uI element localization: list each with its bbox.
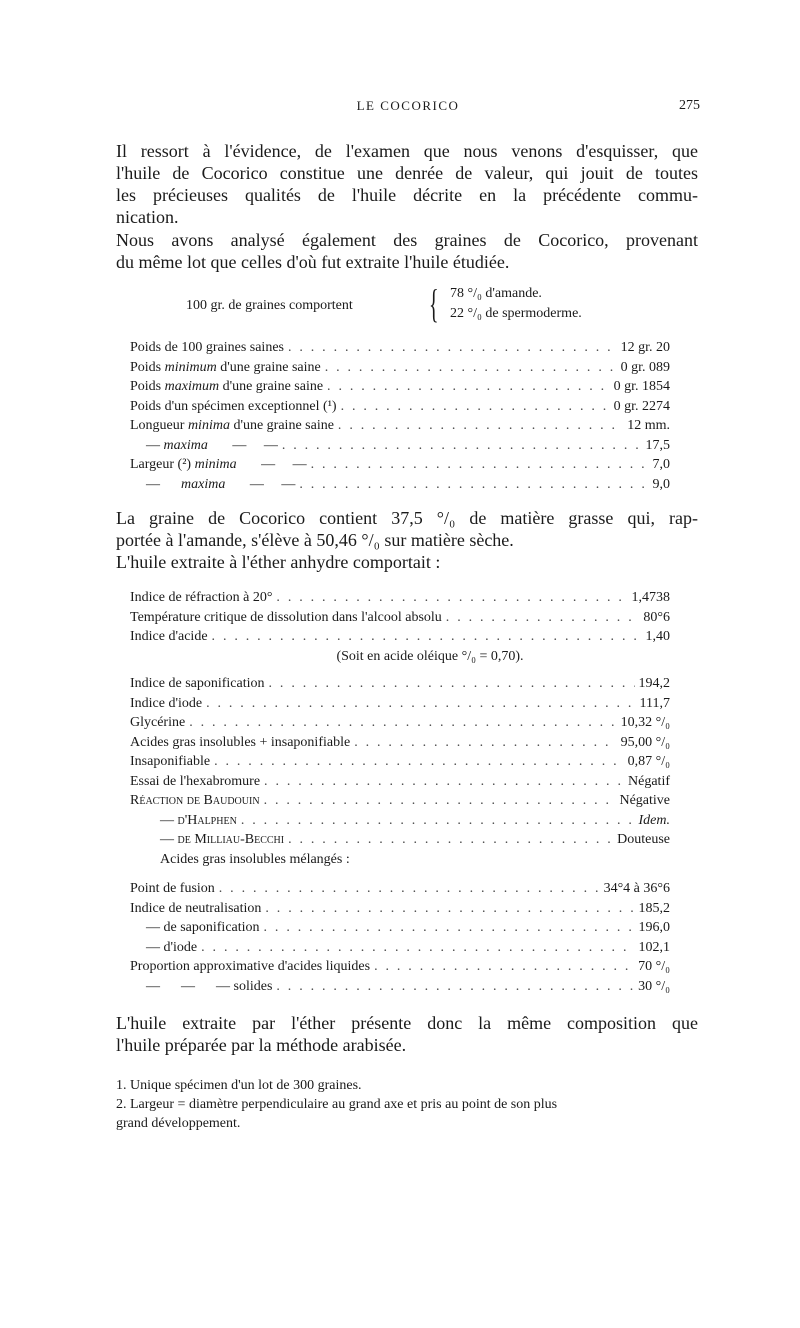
acids-heading: Acides gras insolubles mélangés : bbox=[160, 852, 350, 867]
row-value: 102,1 bbox=[638, 939, 670, 955]
table-row bbox=[130, 399, 670, 419]
paragraph-line: Nous avons analysé également des graines de Cocorico, provenant bbox=[116, 230, 698, 250]
table-row bbox=[130, 676, 670, 696]
row-value: 9,0 bbox=[652, 476, 670, 492]
leader-dots bbox=[341, 399, 610, 415]
row-value: 95,00 °/₀ bbox=[620, 734, 670, 750]
row-label: Insaponifiable bbox=[130, 754, 211, 769]
footnote-2: 2. Largeur = diamètre perpendiculaire au grand axe et pris au point de son plus bbox=[116, 1097, 558, 1112]
leader-dots bbox=[288, 340, 617, 356]
leader-dots bbox=[264, 774, 624, 790]
acid-note: (Soit en acide oléique °/₀ = 0,70). bbox=[336, 648, 524, 664]
oil-properties-table bbox=[130, 590, 670, 677]
table-row bbox=[130, 920, 670, 940]
row-label: — — — solides bbox=[146, 978, 273, 994]
leader-dots bbox=[288, 832, 613, 848]
footnote-1: 1. Unique spécimen d'un lot de 300 graines. bbox=[116, 1078, 362, 1093]
row-label: Poids de 100 graines saines bbox=[130, 340, 284, 355]
row-value: 0,87 °/₀ bbox=[627, 754, 670, 769]
leader-dots bbox=[264, 920, 635, 936]
row-value: 185,2 bbox=[638, 900, 670, 916]
table-row bbox=[130, 959, 670, 979]
leader-dots bbox=[269, 676, 635, 692]
leader-dots bbox=[214, 754, 624, 770]
fatty-acids-table bbox=[130, 881, 670, 998]
seed-composition bbox=[186, 281, 626, 328]
row-label: Indice de réfraction à 20° bbox=[130, 590, 273, 605]
leader-dots bbox=[241, 813, 635, 829]
leader-dots bbox=[299, 477, 648, 493]
row-label: Longueur minima d'une graine saine bbox=[130, 418, 334, 433]
table-row bbox=[130, 979, 670, 999]
row-value: 7,0 bbox=[652, 457, 670, 472]
leader-dots bbox=[206, 696, 635, 712]
leader-dots bbox=[276, 979, 634, 995]
leader-dots bbox=[276, 590, 627, 606]
row-value: Négative bbox=[619, 793, 670, 808]
footnote-2-continuation: grand développement. bbox=[116, 1116, 241, 1131]
table-row bbox=[130, 940, 670, 960]
row-label: Température critique de dissolution dans l'alcool absolu bbox=[130, 609, 442, 625]
row-value: 17,5 bbox=[645, 437, 670, 453]
row-label: Réaction de Baudouin bbox=[130, 793, 260, 808]
row-label: Indice d'iode bbox=[130, 695, 203, 711]
row-value: 194,2 bbox=[638, 676, 670, 691]
table-note-row bbox=[130, 649, 670, 677]
table-row bbox=[130, 418, 670, 438]
table-row bbox=[130, 832, 670, 852]
row-value: 10,32 °/₀ bbox=[620, 715, 670, 730]
paragraph-line: l'huile de Cocorico constitue une denrée de valeur, qui jouit de toutes bbox=[116, 163, 698, 183]
table-row bbox=[130, 715, 670, 735]
row-value: 0 gr. 1854 bbox=[613, 379, 670, 394]
paragraph-line: La graine de Cocorico contient 37,5 °/₀ de matière grasse qui, rap- bbox=[116, 508, 698, 528]
row-label: Poids minimum d'une graine saine bbox=[130, 359, 321, 375]
leader-dots bbox=[265, 901, 634, 917]
row-value: 12 gr. 20 bbox=[620, 340, 670, 355]
row-label: — maxima — — bbox=[146, 476, 296, 492]
table-row bbox=[130, 610, 670, 630]
table-row bbox=[130, 629, 670, 649]
table-row bbox=[130, 793, 670, 813]
running-title: LE COCORICO bbox=[356, 98, 460, 113]
table-row bbox=[130, 754, 670, 774]
row-label: Point de fusion bbox=[130, 881, 215, 896]
paragraph-line: Il ressort à l'évidence, de l'examen que nous venons d'esquisser, que bbox=[116, 141, 698, 161]
paragraph-line: du même lot que celles d'où fut extraite l'huile étudiée. bbox=[116, 252, 510, 272]
row-label: Poids maximum d'une graine saine bbox=[130, 379, 324, 394]
row-label: Indice de neutralisation bbox=[130, 900, 262, 916]
leader-dots bbox=[446, 610, 640, 626]
seed-measurements-table bbox=[130, 340, 670, 496]
table-row bbox=[130, 457, 670, 477]
row-value: 111,7 bbox=[639, 695, 670, 711]
row-value: 0 gr. 2274 bbox=[613, 398, 670, 414]
row-label: Poids d'un spécimen exceptionnel (¹) bbox=[130, 398, 337, 414]
oil-properties-table-2 bbox=[130, 676, 670, 852]
composition-line-2: 22 °/₀ de spermoderme. bbox=[450, 306, 582, 321]
paragraph-line: les précieuses qualités de l'huile décrite en la précédente commu- bbox=[116, 185, 698, 205]
row-value: 30 °/₀ bbox=[638, 978, 670, 994]
leader-dots bbox=[354, 735, 616, 751]
running-header bbox=[116, 98, 700, 118]
row-label: Proportion approximative d'acides liquides bbox=[130, 959, 371, 974]
row-label: Indice de saponification bbox=[130, 676, 265, 691]
row-value: 12 mm. bbox=[627, 418, 670, 433]
row-value: 196,0 bbox=[638, 920, 670, 935]
paragraph-1 bbox=[116, 140, 698, 228]
row-label: Acides gras insolubles + insaponifiable bbox=[130, 734, 351, 750]
leader-dots bbox=[201, 940, 634, 956]
paragraph-line: L'huile extraite par l'éther présente donc la même composition que bbox=[116, 1013, 698, 1033]
paragraph-line: portée à l'amande, s'élève à 50,46 °/₀ sur matière sèche. bbox=[116, 530, 514, 550]
leader-dots bbox=[264, 793, 616, 809]
brace-glyph: { bbox=[429, 281, 439, 326]
row-label: Glycérine bbox=[130, 715, 186, 730]
leader-dots bbox=[219, 881, 600, 897]
leader-dots bbox=[374, 959, 634, 975]
table-row bbox=[130, 379, 670, 399]
row-label: — d'iode bbox=[146, 939, 198, 955]
paragraph-line: L'huile extraite à l'éther anhydre comportait : bbox=[116, 552, 441, 572]
table-row bbox=[130, 735, 670, 755]
table-row bbox=[130, 901, 670, 921]
leader-dots bbox=[212, 629, 642, 645]
leader-dots bbox=[189, 715, 616, 731]
table-row bbox=[130, 360, 670, 380]
row-label: — de Milliau-Becchi bbox=[160, 832, 285, 847]
leader-dots bbox=[327, 379, 610, 395]
row-label: Largeur (²) minima — — bbox=[130, 457, 307, 472]
leader-dots bbox=[325, 360, 617, 376]
table-row bbox=[130, 477, 670, 497]
leader-dots bbox=[311, 457, 649, 473]
row-value: Douteuse bbox=[617, 832, 670, 847]
table-row bbox=[130, 881, 670, 901]
table-row bbox=[130, 590, 670, 610]
table-row bbox=[130, 774, 670, 794]
paragraph-3 bbox=[116, 507, 698, 573]
subheading-row bbox=[130, 852, 670, 872]
row-value: Négatif bbox=[628, 773, 670, 789]
composition-label: 100 gr. de graines comportent bbox=[186, 298, 353, 313]
row-label: — d'Halphen bbox=[160, 812, 237, 828]
row-value: 0 gr. 089 bbox=[620, 359, 670, 375]
paragraph-line: l'huile préparée par la méthode arabisée. bbox=[116, 1035, 407, 1055]
table-row bbox=[130, 340, 670, 360]
row-label: Essai de l'hexabromure bbox=[130, 773, 261, 789]
row-value: 34°4 à 36°6 bbox=[603, 881, 670, 896]
table-row bbox=[130, 438, 670, 458]
acids-heading-block bbox=[130, 852, 670, 872]
row-label: — de saponification bbox=[146, 920, 260, 935]
row-label: — maxima — — bbox=[146, 437, 278, 453]
row-value: 70 °/₀ bbox=[638, 959, 670, 974]
paragraph-4 bbox=[116, 1012, 698, 1056]
paragraph-2 bbox=[116, 229, 698, 273]
row-value: 1,40 bbox=[645, 629, 670, 644]
page-number: 275 bbox=[679, 98, 700, 113]
row-value: 1,4738 bbox=[631, 590, 670, 605]
table-row bbox=[130, 813, 670, 833]
row-label: Indice d'acide bbox=[130, 629, 208, 644]
leader-dots bbox=[338, 418, 623, 434]
row-value: Idem. bbox=[638, 812, 670, 828]
composition-line-1: 78 °/₀ d'amande. bbox=[450, 286, 542, 301]
table-row bbox=[130, 696, 670, 716]
paragraph-line: nication. bbox=[116, 207, 179, 227]
leader-dots bbox=[282, 438, 642, 454]
footnotes bbox=[116, 1076, 698, 1133]
row-value: 80°6 bbox=[643, 609, 670, 625]
